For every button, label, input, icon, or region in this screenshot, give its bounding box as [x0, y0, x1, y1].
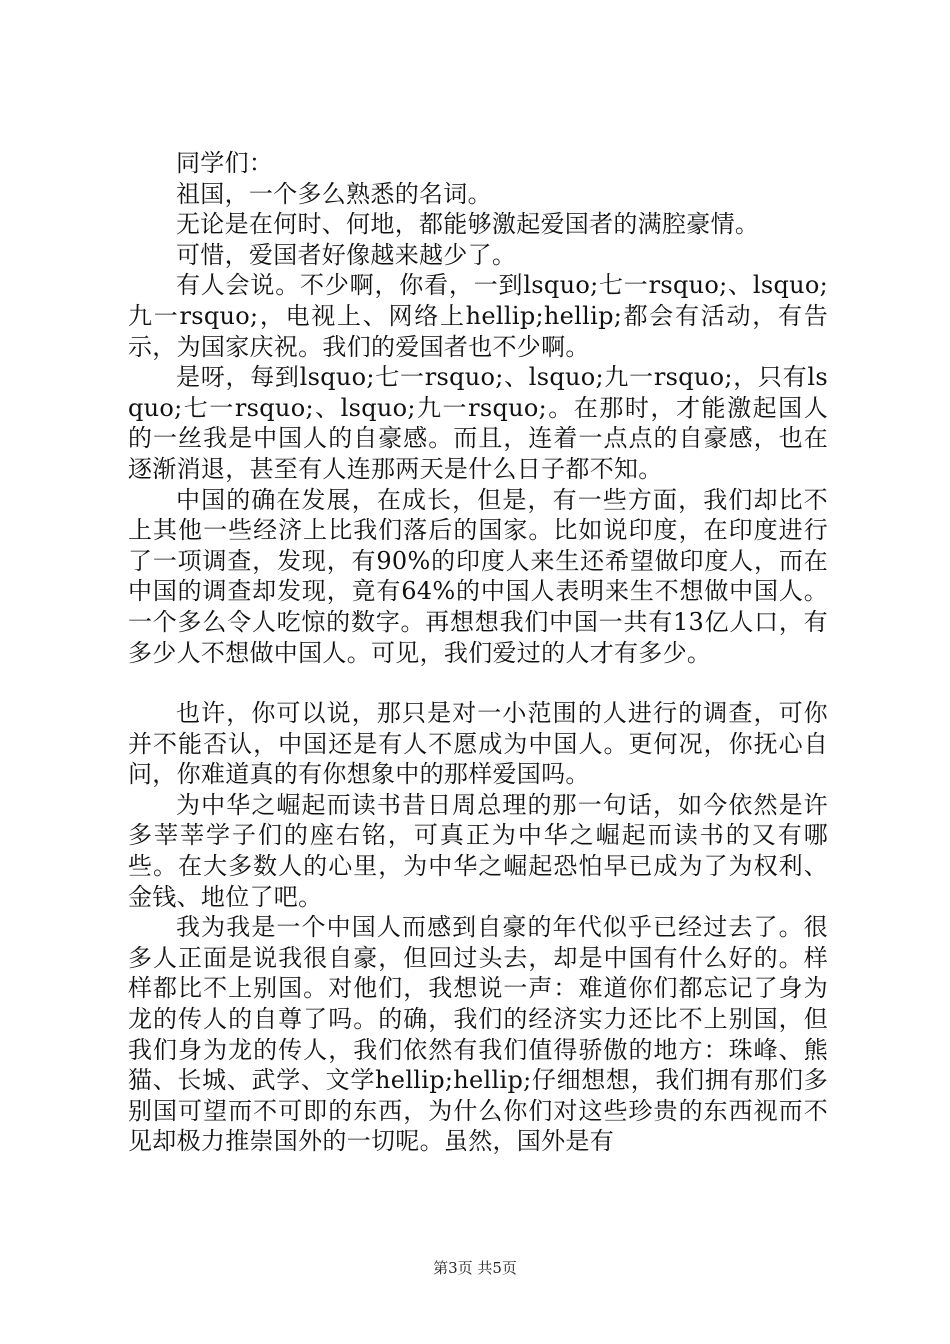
- document-body: [128, 148, 828, 1157]
- paragraph-survey: 中国的确在发展，在成长，但是，有一些方面，我们却比不上其他一些经济上比我们落后的国家。比如说印度，在印度进行了一项调查，发现，有90%的印度人来生还希望做印度人，而在中国的调查却发现，竟有64%的中国人表明来生不想做中国人。一个多么令人吃惊的数字。再想想我们中国一共有13亿人口，有多少人不想做中国人。可见，我们爱过的人才有多少。: [128, 485, 828, 667]
- paragraph-salutation: 同学们：: [176, 149, 274, 177]
- paragraph-only-holidays: 是呀，每到lsquo;七一rsquo;、lsquo;九一rsquo;，只有lsquo;七一rsquo;、lsquo;九一rsquo;。在那时，才能激起国人的一丝我是中国人的自豪感。而且，连着一点点的自豪感，也在逐渐消退，甚至有人连那两天是什么日子都不知。: [128, 363, 828, 483]
- page-number-footer: 第3页 共5页: [433, 1259, 517, 1277]
- paragraph-motherland: 祖国，一个多么熟悉的名词。: [176, 179, 492, 208]
- paragraph-fewer-patriots: 可惜，爱国者好像越来越少了。: [176, 240, 517, 269]
- paragraph-proud-era: 我为我是一个中国人而感到自豪的年代似乎已经过去了。很多人正面是说我很自豪，但回过头去，却是中国有什么好的。样样都比不上别国。对他们，我想说一声：难道你们都忘记了身为龙的传人的自尊了吗。的确，我们的经济实力还比不上别国，但我们身为龙的传人，我们依然有我们值得骄傲的地方：珠峰、熊猫、长城、武学、文学hellip;hellip;仔细想想，我们拥有那们多别国可望而不可即的东西，为什么你们对这些珍贵的东西视而不见却极力推崇国外的一切呢。虽然，国外是有: [128, 913, 828, 1156]
- paragraph-patriot-passion: 无论是在何时、何地，都能够激起爱国者的满腔豪情。: [176, 210, 760, 239]
- paragraph-perhaps: 也许，你可以说，那只是对一小范围的人进行的调查，可你并不能否认，中国还是有人不愿成为中国人。更何况，你抚心自问，你难道真的有你想象中的那样爱国吗。: [128, 699, 828, 789]
- paragraph-study-for-china: 为中华之崛起而读书昔日周总理的那一句话，如今依然是许多莘莘学子们的座右铭，可真正为中华之崛起而读书的又有哪些。在大多数人的心里，为中华之崛起恐怕早已成为了为权利、金钱、地位了吧。: [128, 790, 828, 911]
- paragraph-some-say: 有人会说。不少啊，你看，一到lsquo;七一rsquo;、lsquo;九一rsquo;，电视上、网络上hellip;hellip;都会有活动，有告示，为国家庆祝。我们的爱国者也不少啊。: [128, 271, 828, 361]
